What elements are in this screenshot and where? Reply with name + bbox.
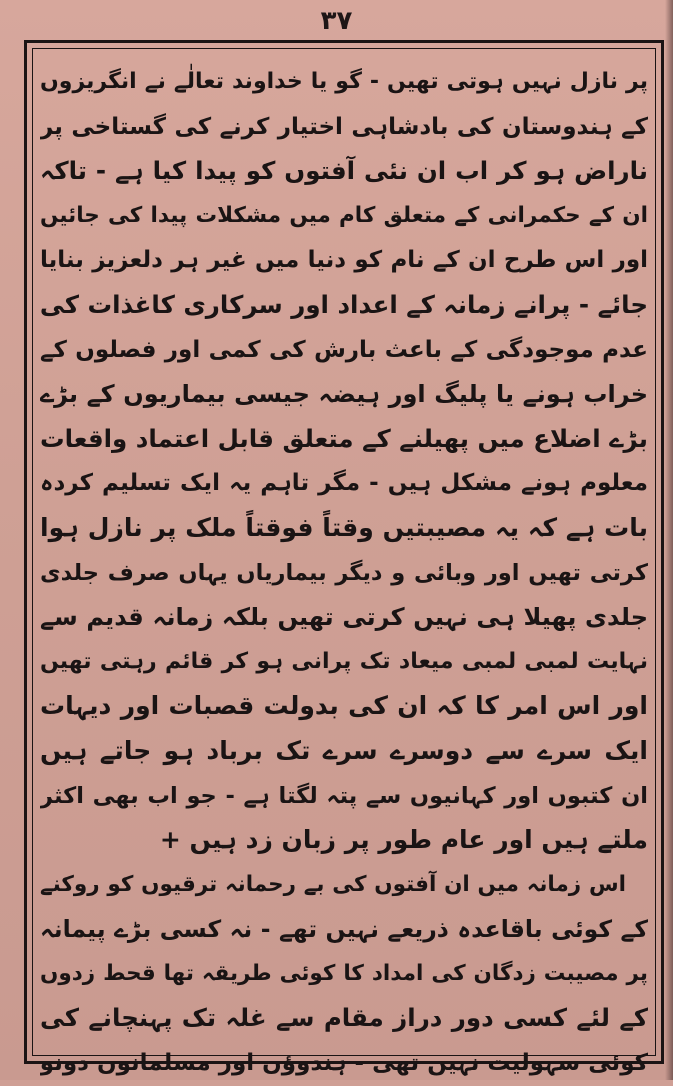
text-line-13: جلدی پھیلا ہی نہیں کرتی تھیں بلکہ زمانہ قدیم سے [40,603,648,632]
text-line-12: کرتی تھیں اور وبائی و دیگر بیماریاں یہاں صرف جلدی [40,559,648,586]
text-line-4: ان کے حکمرانی کے متعلق کام میں مشکلات پیدا کی جائیں [40,202,648,228]
text-line-14: نہایت لمبی لمبی میعاد تک پرانی ہو کر قائم رہتی تھیں [40,648,648,674]
text-line-16: ایک سرے سے دوسرے سرے تک برباد ہو جاتے ہیں [40,735,648,765]
text-line-6: جائے - پرانے زمانہ کے اعداد اور سرکاری کاغذات کی [40,289,648,319]
text-line-11: بات ہے کہ یہ مصیبتیں وقتاً فوقتاً ملک پر نازل ہوا [40,512,648,542]
text-line-5: اور اس طرح ان کے نام کو دنیا میں غیر ہر دلعزیز بنایا [40,247,648,274]
text-line-21: پر مصیبت زدگان کی امداد کا کوئی طریقہ تھا قحط زدوں [40,960,648,986]
text-line-8: خراب ہونے یا پلیگ اور ہیضہ جیسی بیماریوں کے بڑے [40,380,648,409]
text-line-23: کوئی سہولیت نہیں تھی - ہندوؤں اور مسلمانوں دونو [40,1050,648,1077]
text-line-22: کے لئے کسی دور دراز مقام سے غلہ تک پہنچانے کی [40,1003,648,1033]
text-line-17: ان کتبوں اور کہانیوں سے پتہ لگتا ہے - جو اب بھی اکثر [40,782,648,809]
text-line-18: ملتے ہیں اور عام طور پر زبان زد ہیں + [159,825,648,855]
urdu-text-block [40,60,648,1077]
text-line-15: اور اس امر کا کہ ان کی بدولت قصبات اور دیہات [40,691,648,721]
page-edge-shadow [665,0,673,1080]
text-line-7: عدم موجودگی کے باعث بارش کی کمی اور فصلوں کے [40,336,648,363]
text-line-1: پر نازل نہیں ہوتی تھیں - گو یا خداوند تعالٰے نے انگریزوں [40,69,648,94]
text-line-20: کے کوئی باقاعدہ ذریعے نہیں تھے - نہ کسی بڑے پیمانہ [40,915,648,944]
text-line-2: کے ہندوستان کی بادشاہی اختیار کرنے کی گستاخی پر [40,113,648,140]
text-line-3: ناراض ہو کر اب ان نئی آفتوں کو پیدا کیا ہے - تاکہ [40,156,648,186]
text-line-9: بڑے اضلاع میں پھیلنے کے متعلق قابل اعتماد واقعات [40,423,648,453]
text-line-19: اس زمانہ میں ان آفتوں کی بے رحمانہ ترقیوں کو روکنے [40,871,626,897]
page-number: ۳۷ [320,6,353,36]
text-line-10: معلوم ہونے مشکل ہیں - مگر تاہم یہ ایک تسلیم کردہ [40,470,648,497]
